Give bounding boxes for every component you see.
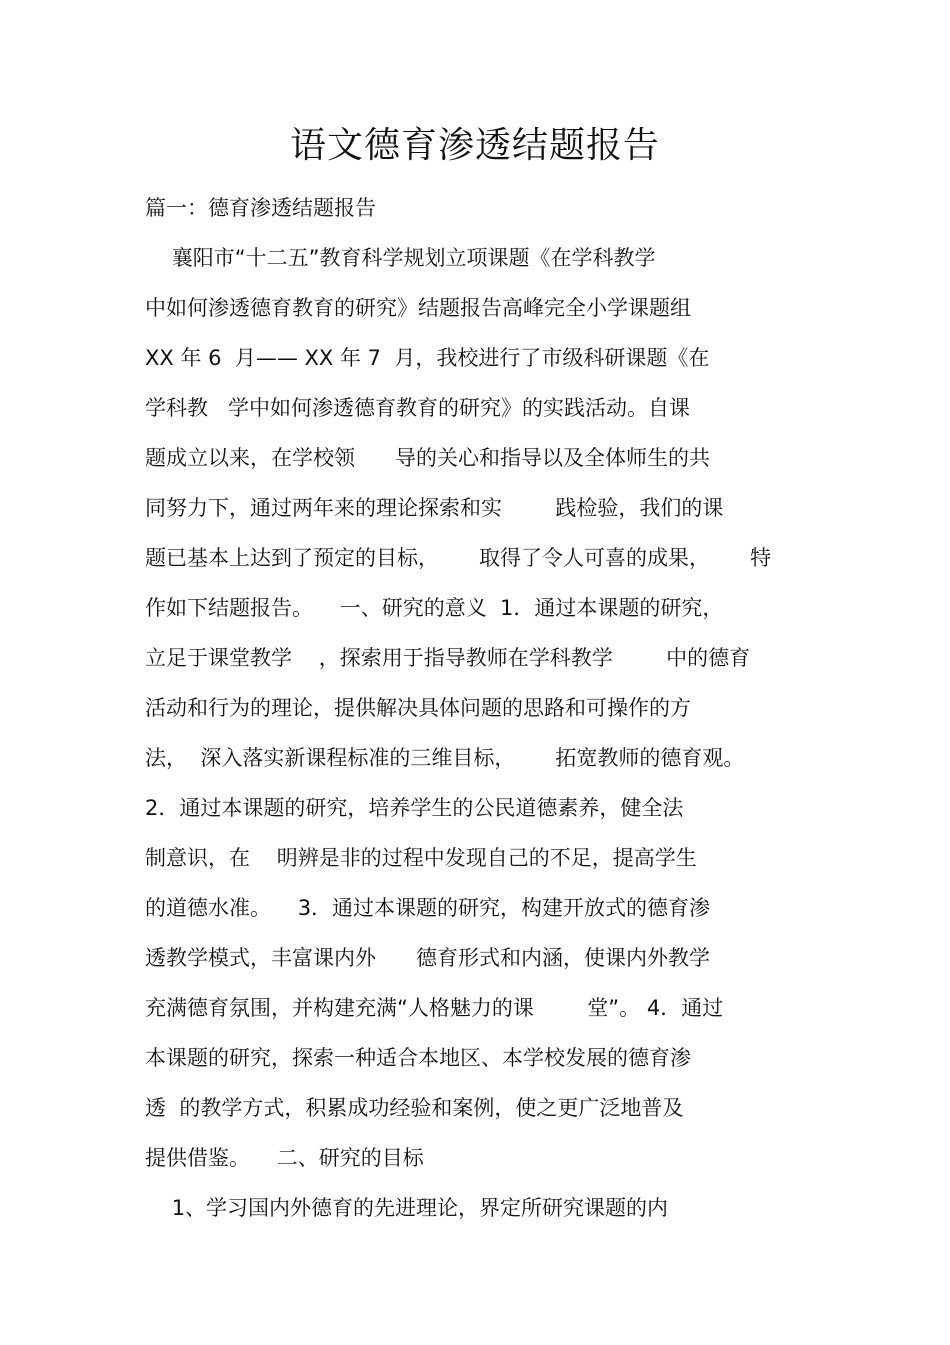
text-line: 1、学习国内外德育的先进理论，界定所研究课题的内: [145, 1196, 669, 1220]
text-line: 本课题的研究，探索一种适合本地区、本学校发展的德育渗: [145, 1046, 691, 1070]
section-heading: 篇一：德育渗透结题报告: [145, 196, 376, 220]
text-line: XX 年 6 月—— XX 年 7 月，我校进行了市级科研课题《在: [145, 346, 710, 370]
document-title: 语文德育渗透结题报告: [289, 125, 660, 166]
text-line: 2．通过本课题的研究，培养学生的公民道德素养，健全法: [145, 796, 684, 820]
text-line: 襄阳市“十二五”教育科学规划立项课题《在学科教学: [145, 246, 656, 270]
text-line: 透 的教学方式，积累成功经验和案例，使之更广泛地普及: [145, 1096, 684, 1120]
text-line: 法， 深入落实新课程标准的三维目标， 拓宽教师的德育观。: [145, 746, 745, 770]
text-line: 充满德育氛围，并构建充满“人格魅力的课 堂”。 4．通过: [145, 996, 724, 1020]
text-line: 题已基本上达到了预定的目标， 取得了令人可喜的成果， 特: [145, 546, 772, 570]
text-line: 同努力下，通过两年来的理论探索和实 践检验，我们的课: [145, 496, 724, 520]
text-line: 活动和行为的理论，提供解决具体问题的思路和可操作的方: [145, 696, 691, 720]
text-line: 的道德水准。 3．通过本课题的研究，构建开放式的德育渗: [145, 896, 711, 920]
text-line: 题成立以来，在学校领 导的关心和指导以及全体师生的共: [145, 446, 711, 470]
text-line: 提供借鉴。 二、研究的目标: [145, 1146, 424, 1170]
text-line: 作如下结题报告。 一、研究的意义 1．通过本课题的研究，: [145, 596, 724, 620]
text-line: 立足于课堂教学 ，探索用于指导教师在学科教学 中的德育: [145, 646, 751, 670]
text-line: 学科教 学中如何渗透德育教育的研究》的实践活动。自课: [145, 396, 691, 420]
text-line: 中如何渗透德育教育的研究》结题报告高峰完全小学课题组: [145, 296, 691, 320]
text-line: 制意识，在 明辨是非的过程中发现自己的不足，提高学生: [145, 846, 697, 870]
text-line: 透教学模式，丰富课内外 德育形式和内涵，使课内外教学: [145, 946, 711, 970]
